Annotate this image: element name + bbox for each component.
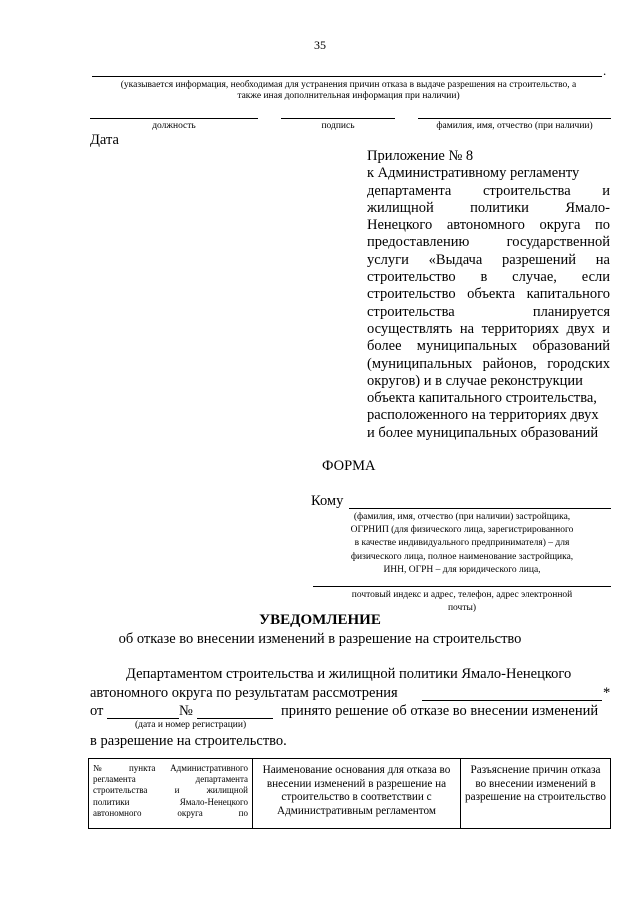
recipient-note-line: физического лица, полное наименование застройщика, — [350, 551, 574, 562]
body-line-4: в разрешение на строительство. — [90, 733, 287, 749]
position-label: должность — [152, 121, 196, 131]
appendix-line: объекта капитального строительства, — [367, 390, 597, 407]
appendix-line: к Административному регламенту — [367, 165, 580, 182]
appendix-line: более муниципальных образований — [367, 338, 610, 355]
signature-line — [281, 118, 395, 119]
body-line-3-from: от — [90, 703, 104, 719]
table-header-clause-line: № пункта Административного — [93, 763, 248, 773]
name-line — [418, 118, 611, 119]
appendix-line: предоставлению государственной — [367, 234, 610, 251]
recipient-note-line: (фамилия, имя, отчество (при наличии) застройщика, — [353, 512, 571, 522]
appendix-line: округов) и в случае реконструкции — [367, 372, 583, 389]
appendix-line: расположенного на территориях двух — [367, 407, 599, 424]
table-header-clause — [89, 759, 252, 828]
table-header-clause-line: политики Ямало-Ненецкого — [93, 796, 248, 807]
page-number: 35 — [314, 38, 326, 52]
form-title: ФОРМА — [322, 458, 376, 474]
appendix-line: строительства планируется — [367, 303, 610, 320]
recipient-note — [313, 511, 611, 577]
appendix-line: Ненецкого автономного округа по — [367, 217, 610, 234]
info-note-line: (указывается информация, необходимая для устранения причин отказа в выдаче разрешения на строительство, а — [120, 80, 577, 90]
table-header-reason: Наименование основания для отказа во внесении изменений в разрешение на строительство в соответствии с Административным регламентом — [252, 759, 460, 828]
appendix-line: (муниципальных районов, городских — [367, 355, 610, 372]
notice-subtitle: об отказе во внесении изменений в разрешение на строительство — [118, 631, 522, 647]
appendix-line: услуги «Выдача разрешений на — [367, 251, 610, 268]
table-header-clause-line: регламента департамента — [93, 774, 248, 785]
address-note — [313, 589, 611, 614]
recipient-note-line: ИНН, ОГРН – для юридического лица, — [383, 564, 541, 575]
info-note-line: также иная дополнительная информация при наличии) — [237, 91, 460, 101]
date-blank — [107, 718, 179, 719]
notice-title: УВЕДОМЛЕНИЕ — [259, 612, 381, 628]
registration-note: (дата и номер регистрации) — [135, 720, 247, 730]
body-line-1: Департаментом строительства и жилищной политики Ямало-Ненецкого — [126, 666, 572, 682]
address-note-line: почты) — [447, 602, 477, 613]
appendix-block — [367, 148, 610, 442]
name-label: фамилия, имя, отчество (при наличии) — [436, 121, 593, 131]
recipient-label: Кому — [311, 493, 344, 509]
reasons-table — [88, 758, 611, 829]
signature-label: подпись — [321, 121, 355, 131]
recipient-note-line: ОГРНИП (для физического лица, зарегистрированного — [350, 525, 574, 536]
application-blank — [422, 700, 602, 701]
info-line-period: . — [603, 63, 607, 78]
appendix-line: осуществлять на территориях двух и — [367, 320, 610, 337]
body-line-2: автономного округа по результатам рассмотрения — [90, 685, 398, 701]
address-line — [313, 586, 611, 587]
body-line-2-asterisk: * — [603, 685, 611, 701]
table-header-clause-line: автономного округа по — [93, 807, 248, 818]
appendix-line: и более муниципальных образований — [367, 424, 599, 441]
appendix-line: строительство в случае, если — [367, 269, 610, 286]
number-blank — [197, 718, 273, 719]
address-note-line: почтовый индекс и адрес, телефон, адрес электронной — [351, 590, 573, 600]
recipient-line — [349, 508, 611, 509]
position-line — [90, 118, 258, 119]
appendix-line: жилищной политики Ямало- — [367, 199, 610, 216]
table-header-clause-line: строительства и жилищной — [93, 785, 248, 796]
body-line-3-number: № — [179, 703, 193, 719]
table-header-explanation: Разъяснение причин отказа во внесении изменений в разрешение на строительство — [460, 759, 610, 828]
appendix-line: Приложение № 8 — [367, 148, 474, 164]
appendix-line: департамента строительства и — [367, 182, 610, 199]
appendix-line: строительство объекта капитального — [367, 286, 610, 303]
info-note — [86, 80, 611, 102]
info-line — [92, 76, 602, 77]
recipient-note-line: в качестве индивидуального предпринимателя) – для — [354, 538, 570, 549]
body-line-3-text: принято решение об отказе во внесении изменений — [281, 703, 599, 719]
date-label: Дата — [90, 132, 119, 148]
